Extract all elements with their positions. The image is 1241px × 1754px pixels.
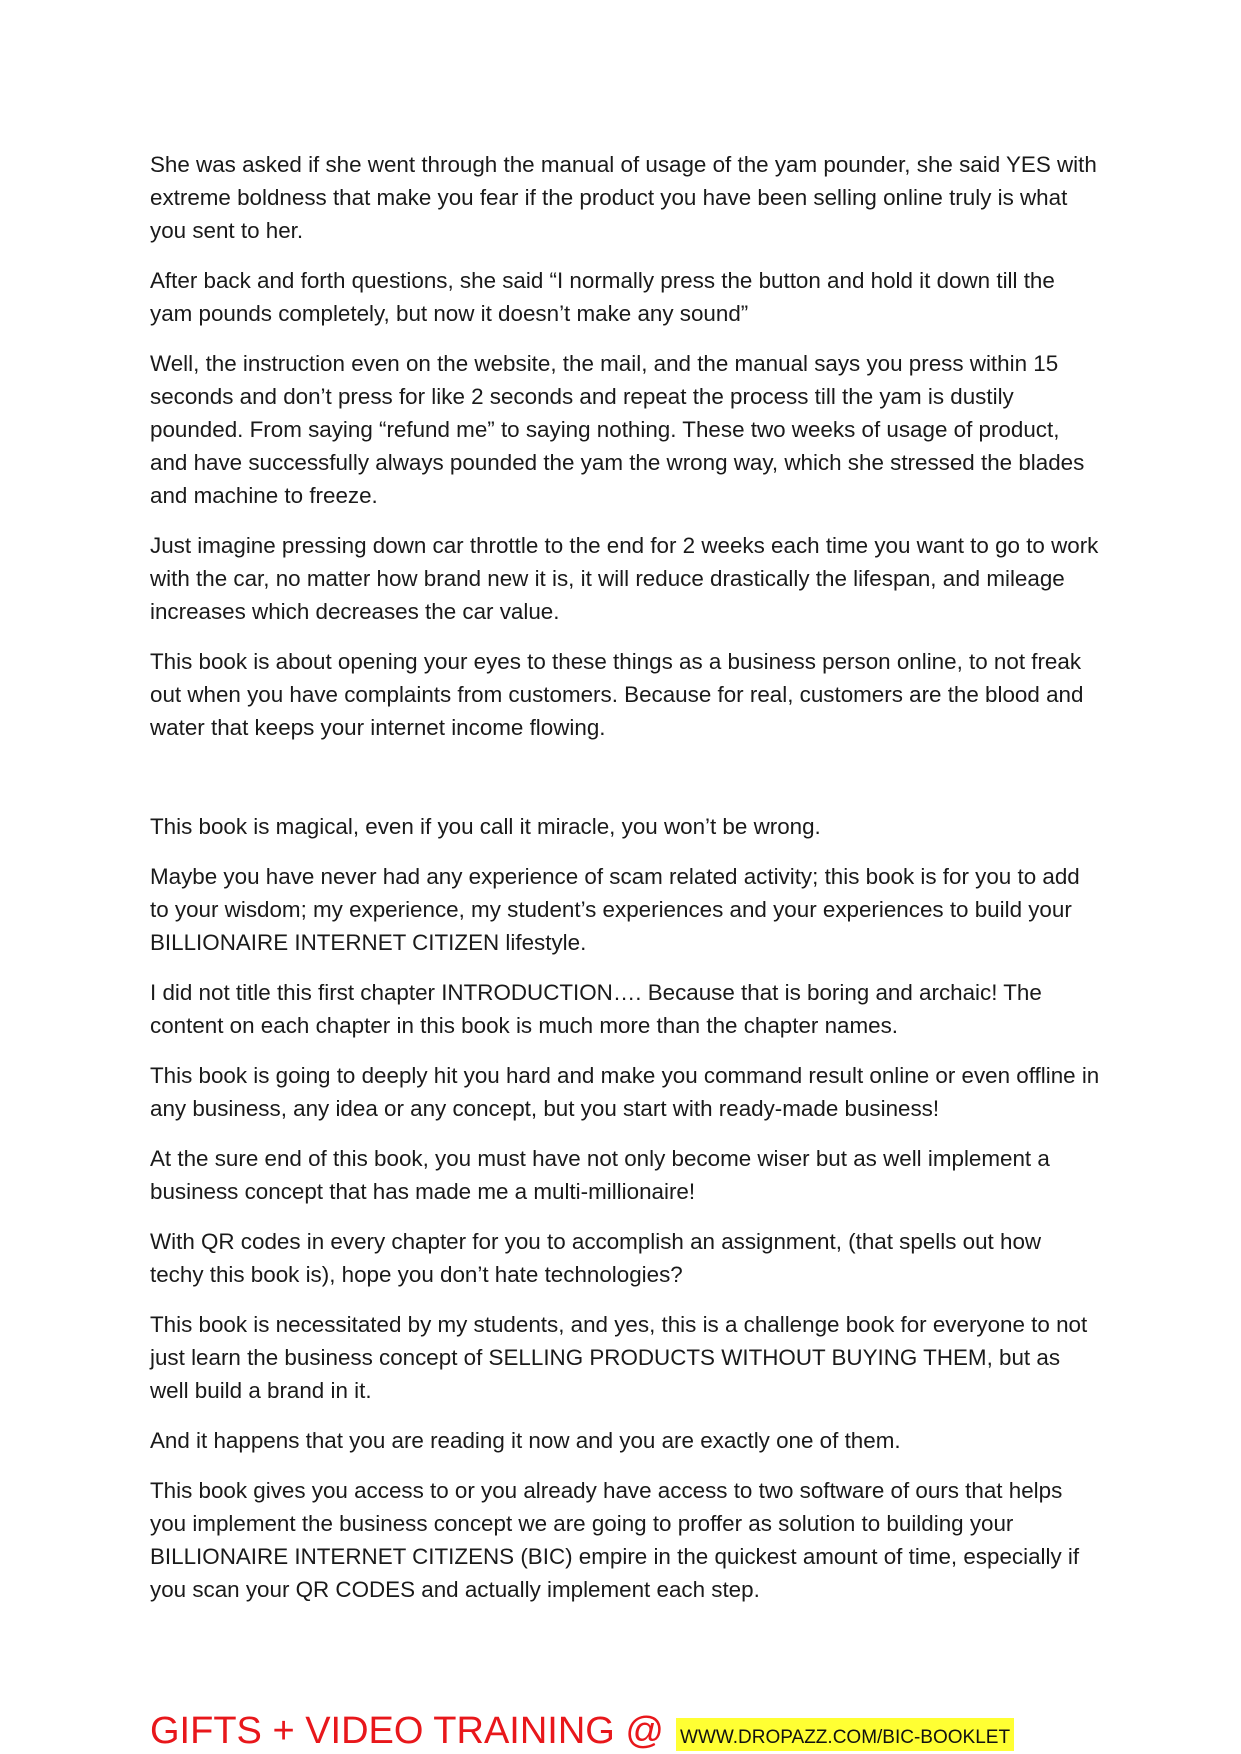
paragraph: This book is going to deeply hit you hard and make you command result online or even offline in any business, any idea or any concept, but you start with ready-made business! xyxy=(150,1063,1100,1121)
paragraph: This book gives you access to or you already have access to two software of ours that helps you implement the business concept we are going to proffer as solution to building your BILLIONAIRE INTERNET CITIZENS (BIC) empire in the quickest amount of time, especially if you scan your QR CODES and actually implement each step. xyxy=(150,1478,1080,1602)
paragraph: After back and forth questions, she said “I normally press the button and hold it down till the yam pounds completely, but now it doesn’t make any sound” xyxy=(150,268,1055,326)
body-text xyxy=(150,148,1100,1623)
paragraph: Well, the instruction even on the website, the mail, and the manual says you press within 15 seconds and don’t press for like 2 seconds and repeat the process till the yam is dustily pounded. From saying “refund me” to saying nothing. These two weeks of usage of product, and have successfully always pounded the yam the wrong way, which she stressed the blades and machine to freeze. xyxy=(150,351,1085,508)
paragraph: I did not title this first chapter INTRODUCTION…. Because that is boring and archaic! The content on each chapter in this book is much more than the chapter names. xyxy=(150,980,1042,1038)
paragraph: With QR codes in every chapter for you to accomplish an assignment, (that spells out how techy this book is), hope you don’t hate technologies? xyxy=(150,1229,1042,1287)
paragraph: At the sure end of this book, you must have not only become wiser but as well implement a business concept that has made me a multi-millionaire! xyxy=(150,1146,1050,1204)
paragraph: This book is necessitated by my students, and yes, this is a challenge book for everyone to not just learn the business concept of SELLING PRODUCTS WITHOUT BUYING THEM, but as well build a brand in it. xyxy=(150,1312,1088,1403)
footer-banner xyxy=(150,1712,1014,1751)
footer-link[interactable]: WWW.DROPAZZ.COM/BIC-BOOKLET xyxy=(676,1718,1014,1751)
paragraph: Just imagine pressing down car throttle to the end for 2 weeks each time you want to go to work with the car, no matter how brand new it is, it will reduce drastically the lifespan, and mileage increases which decreases the car value. xyxy=(150,533,1099,624)
paragraph: And it happens that you are reading it now and you are exactly one of them. xyxy=(150,1428,901,1453)
paragraph: Maybe you have never had any experience of scam related activity; this book is for you to add to your wisdom; my experience, my student’s experiences and your experiences to build your BILLIONAIRE INTERNET CITIZEN lifestyle. xyxy=(150,864,1080,955)
paragraph: This book is about opening your eyes to these things as a business person online, to not freak out when you have complaints from customers. Because for real, customers are the blood and water that keeps your internet income flowing. xyxy=(150,649,1084,740)
paragraph: This book is magical, even if you call it miracle, you won’t be wrong. xyxy=(150,814,821,839)
footer-label: GIFTS + VIDEO TRAINING @ xyxy=(150,1710,665,1752)
paragraph: She was asked if she went through the manual of usage of the yam pounder, she said YES with extreme boldness that make you fear if the product you have been selling online truly is what you sent to her. xyxy=(150,152,1097,243)
